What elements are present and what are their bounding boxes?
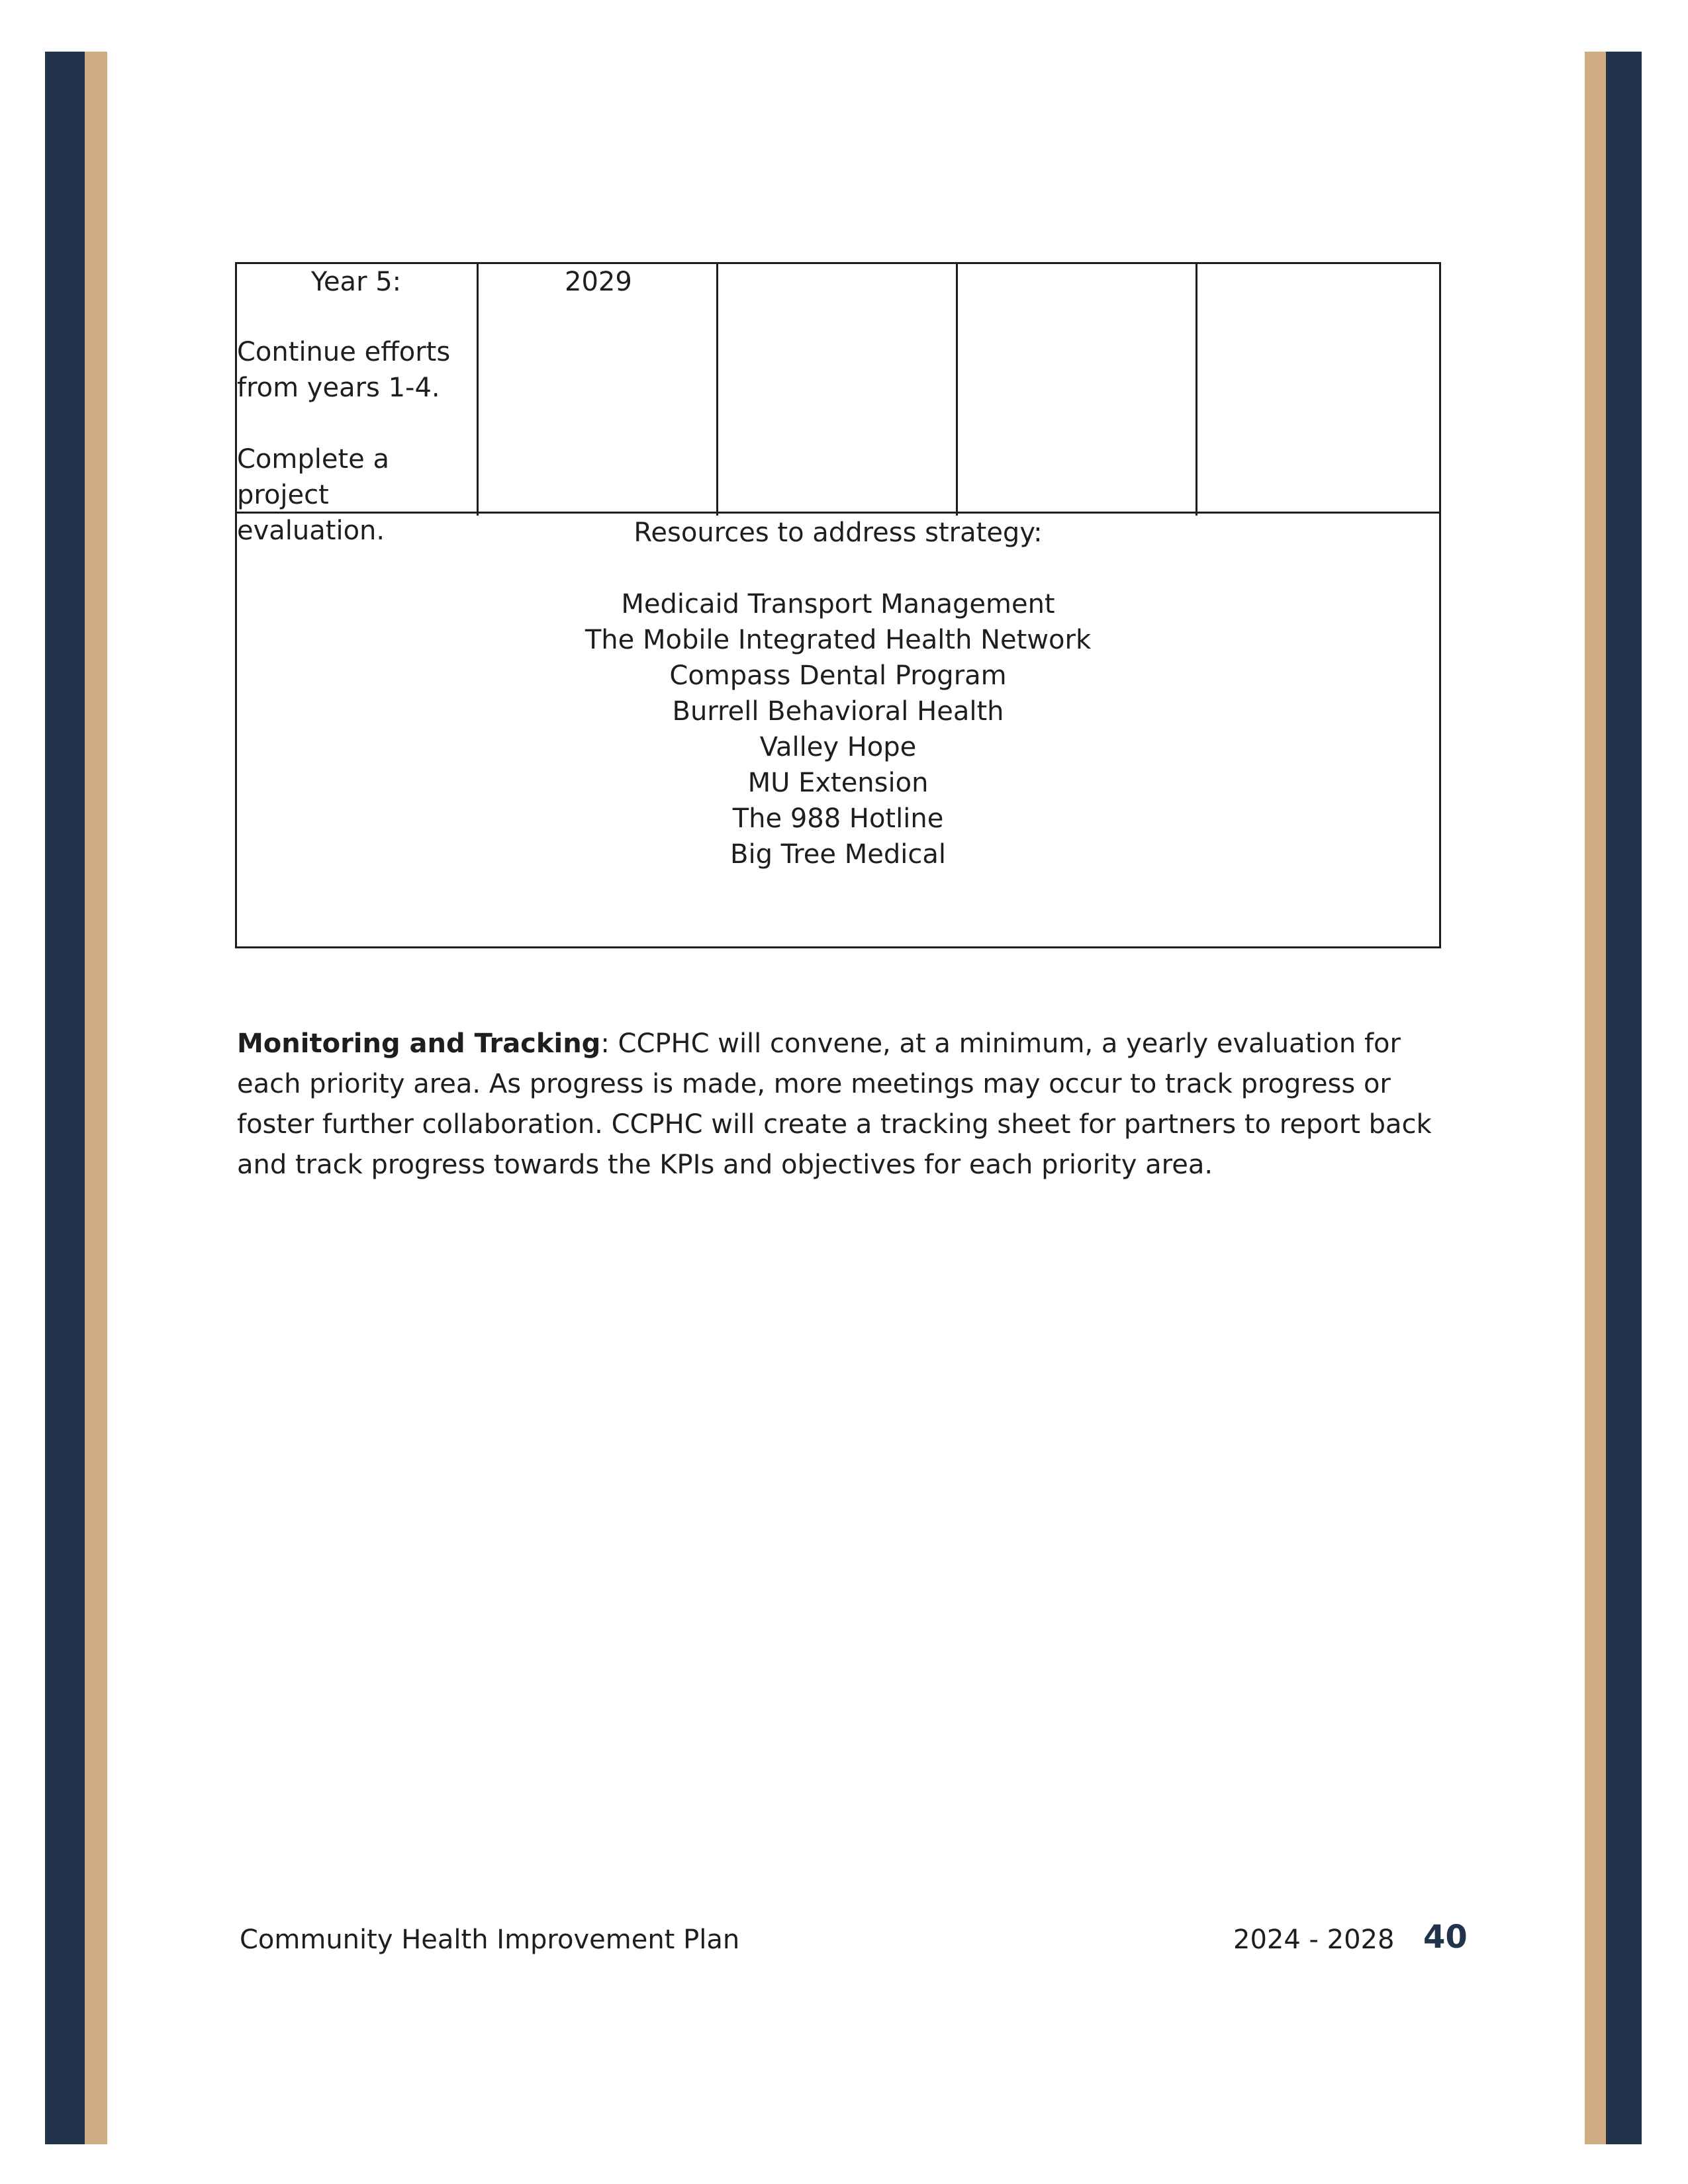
footer-title: Community Health Improvement Plan bbox=[240, 1925, 740, 1955]
resource-item: Big Tree Medical bbox=[730, 839, 946, 870]
page-number: 40 bbox=[1423, 1919, 1468, 1956]
right-navy-stripe bbox=[1606, 52, 1642, 2144]
empty-cell bbox=[956, 264, 1196, 516]
resource-item: Compass Dental Program bbox=[669, 660, 1007, 691]
resource-item: MU Extension bbox=[747, 768, 929, 798]
resources-heading: Resources to address strategy: bbox=[633, 518, 1043, 548]
resource-item: Medicaid Transport Management bbox=[621, 589, 1055, 619]
left-navy-stripe bbox=[45, 52, 85, 2144]
left-tan-stripe bbox=[85, 52, 107, 2144]
monitoring-label: Monitoring and Tracking bbox=[237, 1028, 601, 1059]
resource-item: The 988 Hotline bbox=[732, 803, 944, 834]
resources-row bbox=[235, 512, 1441, 948]
timeline-cell bbox=[477, 264, 716, 516]
empty-cell bbox=[716, 264, 956, 516]
year-value: 2029 bbox=[565, 267, 632, 297]
right-tan-stripe bbox=[1585, 52, 1606, 2144]
footer-years: 2024 - 2028 bbox=[1233, 1925, 1395, 1955]
empty-cell bbox=[1196, 264, 1439, 516]
resource-item: Burrell Behavioral Health bbox=[672, 696, 1004, 727]
resources-list bbox=[237, 586, 1439, 872]
year-5-line: Continue efforts from years 1-4. bbox=[237, 337, 451, 403]
monitoring-text: : CCPHC will convene, at a minimum, a yearly evaluation for each priority area. As progress is made, more meetings may occur to track progress or foster further collaboration. CCPHC will create a tracking sheet for partners to report back and track progress towards the KPIs and objectives for each priority area. bbox=[237, 1028, 1432, 1180]
resource-item: Valley Hope bbox=[759, 732, 917, 762]
resource-item: The Mobile Integrated Health Network bbox=[585, 625, 1092, 655]
monitoring-paragraph bbox=[237, 1024, 1448, 1185]
year-5-cell bbox=[237, 264, 477, 546]
year-5-line: Complete a project evaluation. bbox=[237, 444, 389, 546]
year-5-label: Year 5: bbox=[310, 267, 402, 297]
